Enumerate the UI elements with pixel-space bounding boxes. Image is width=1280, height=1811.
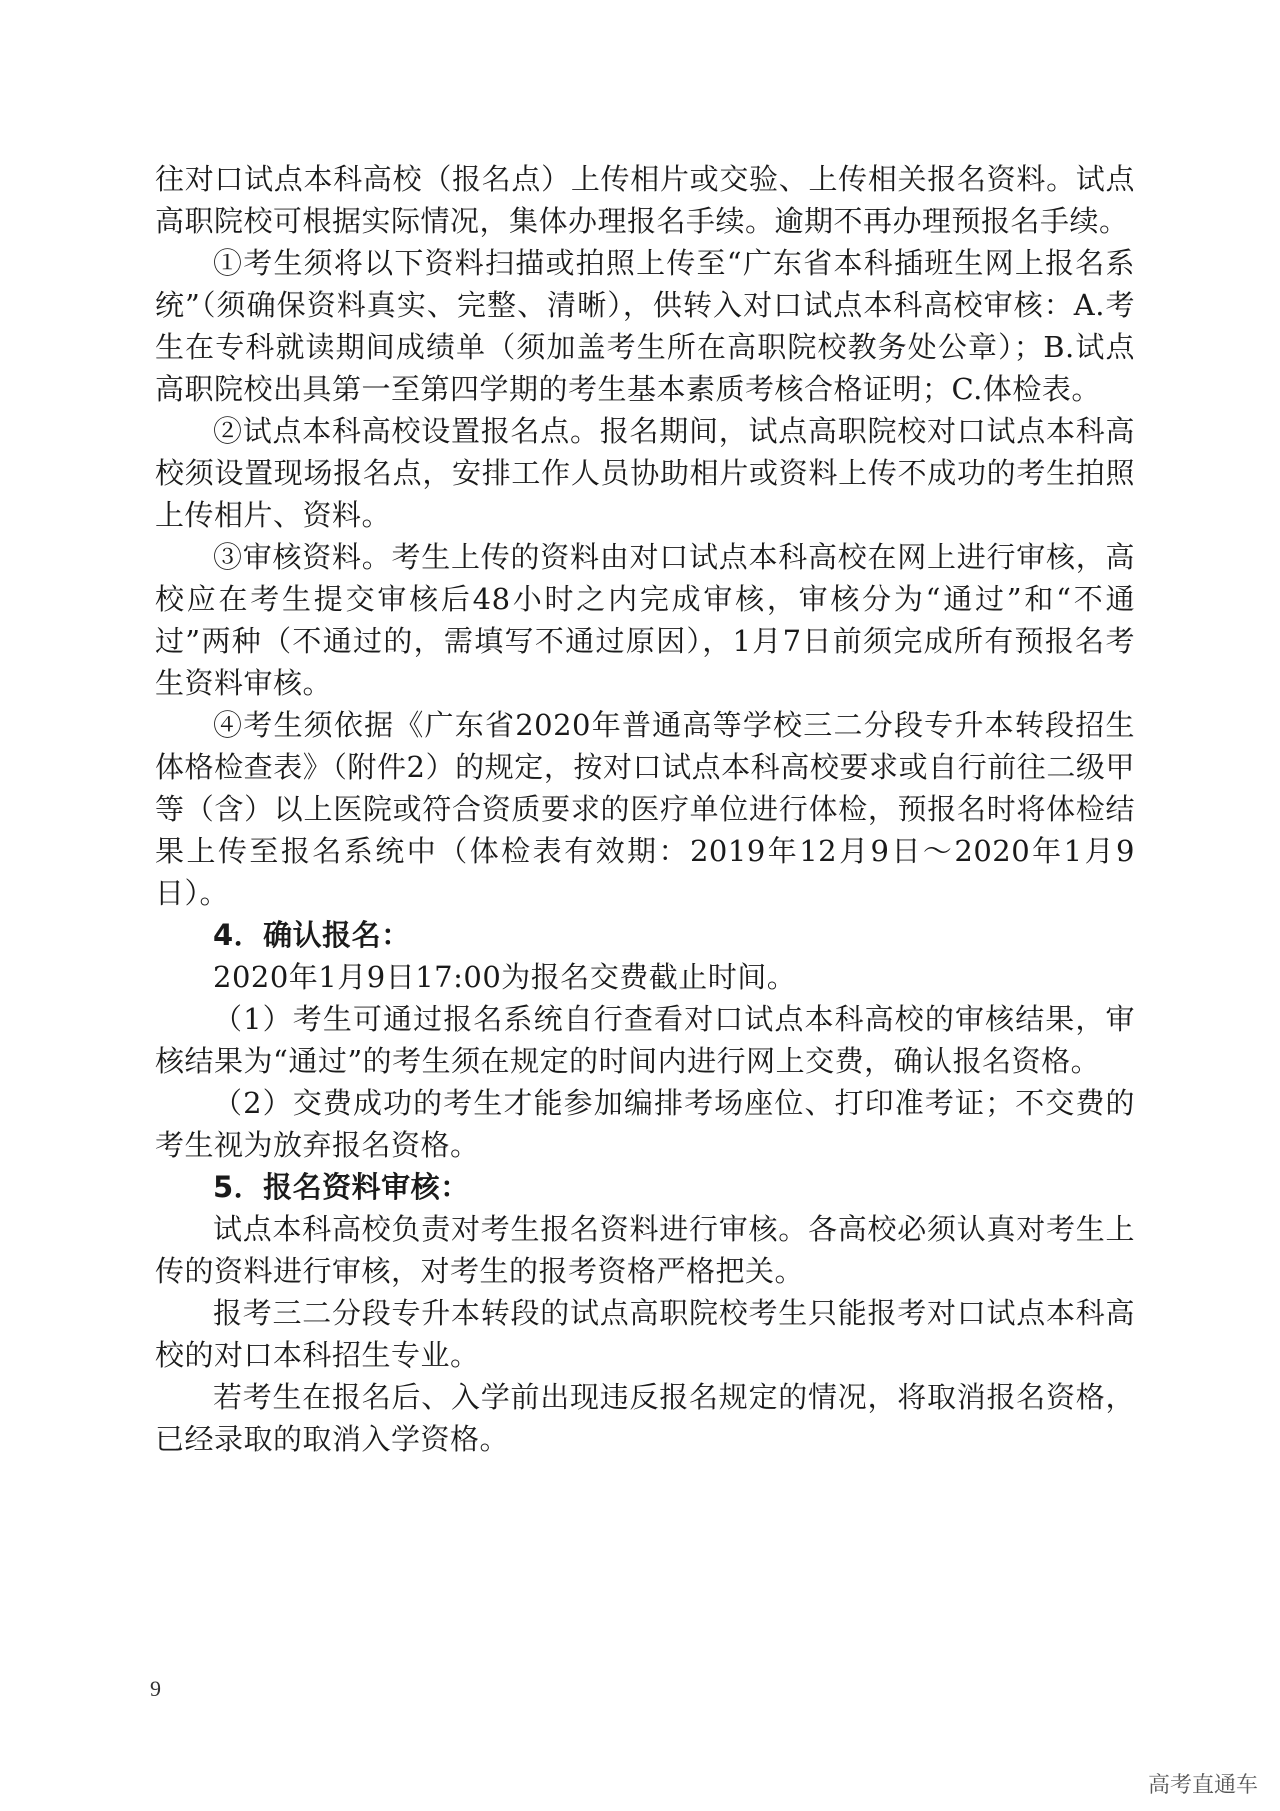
paragraph-3: ②试点本科高校设置报名点。报名期间，试点高职院校对口试点本科高校须设置现场报名点，安排工作人员协助相片或资料上传不成功的考生拍照上传相片、资料。 (155, 414, 1135, 532)
page-number: 9 (150, 1676, 161, 1701)
paragraph-5: ④考生须依据《广东省2020年普通高等学校三二分段专升本转段招生体格检查表》（附件2）的规定，按对口试点本科高校要求或自行前往二级甲等（含）以上医院或符合资质要求的医疗单位进行体检，预报名时将体检结果上传至报名系统中（体检表有效期：2019年12月9日～2020年1月9日）。 (155, 708, 1135, 910)
watermark-text: 高考直通车 (1147, 1773, 1258, 1798)
paragraph-11: 试点本科高校负责对考生报名资料进行审核。各高校必须认真对考生上传的资料进行审核，对考生的报考资格严格把关。 (155, 1212, 1135, 1288)
section-heading-material-review: 5．报名资料审核： (213, 1170, 470, 1204)
document-body (155, 158, 1135, 1460)
paragraph-2: ①考生须将以下资料扫描或拍照上传至“广东省本科插班生网上报名系统”（须确保资料真实、完整、清晰），供转入对口试点本科高校审核：A.考生在专科就读期间成绩单（须加盖考生所在高职院校教务处公章）；B.试点高职院校出具第一至第四学期的考生基本素质考核合格证明；C.体检表。 (155, 246, 1135, 406)
paragraph-1: 往对口试点本科高校（报名点）上传相片或交验、上传相关报名资料。试点高职院校可根据实际情况，集体办理报名手续。逾期不再办理预报名手续。 (155, 162, 1135, 238)
paragraph-13: 若考生在报名后、入学前出现违反报名规定的情况，将取消报名资格，已经录取的取消入学资格。 (155, 1380, 1135, 1456)
paragraph-8: （1）考生可通过报名系统自行查看对口试点本科高校的审核结果，审核结果为“通过”的考生须在规定的时间内进行网上交费，确认报名资格。 (155, 1002, 1135, 1078)
paragraph-7: 2020年1月9日17:00为报名交费截止时间。 (213, 960, 797, 994)
paragraph-9: （2）交费成功的考生才能参加编排考场座位、打印准考证；不交费的考生视为放弃报名资格。 (155, 1086, 1135, 1162)
paragraph-4: ③审核资料。考生上传的资料由对口试点本科高校在网上进行审核，高校应在考生提交审核后48小时之内完成审核，审核分为“通过”和“不通过”两种（不通过的，需填写不通过原因），1月7日前须完成所有预报名考生资料审核。 (155, 540, 1135, 700)
section-heading-confirm-registration: 4．确认报名： (213, 918, 411, 952)
paragraph-12: 报考三二分段专升本转段的试点高职院校考生只能报考对口试点本科高校的对口本科招生专业。 (155, 1296, 1135, 1372)
